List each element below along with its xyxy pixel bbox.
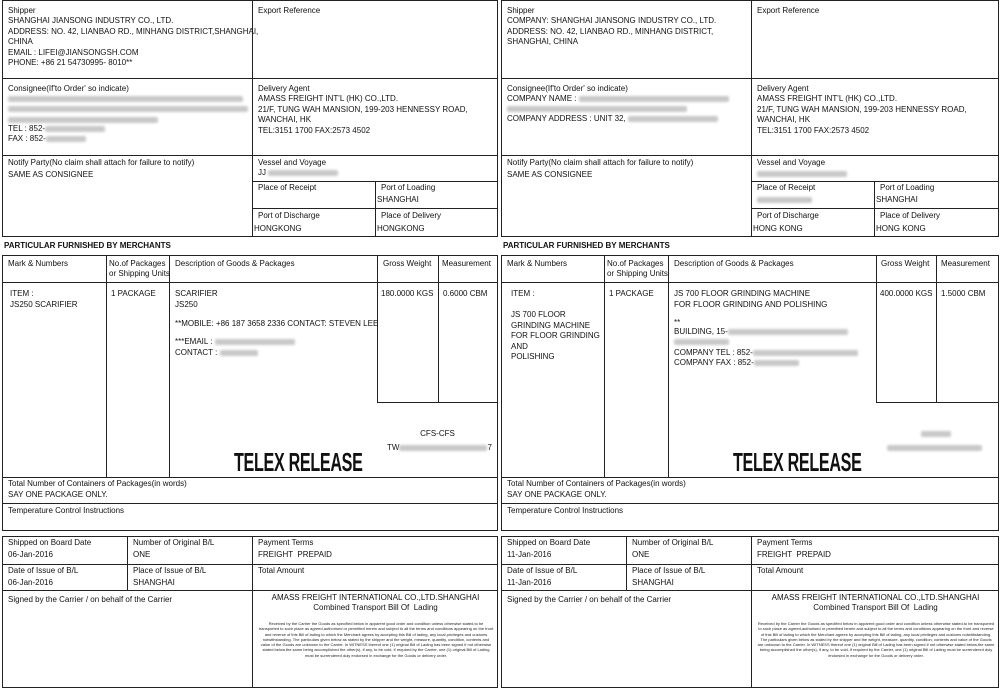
gross-weight-value: 400.0000 KGS	[880, 289, 933, 298]
shipped-on-board-label: Shipped on Board Date	[8, 538, 92, 547]
description-value: JS 700 FLOOR GRINDING MACHINE FOR FLOOR GRINDING AND POLISHING	[674, 289, 828, 309]
shipper-text: COMPANY: SHANGHAI JIANSONG INDUSTRY CO., LTD. ADDRESS: NO. 42, LIANBAO RD., MINHANG DISTRICT, SHANGHAI, CHINA	[507, 16, 717, 46]
notify-party-text: SAME AS CONSIGNEE	[507, 170, 593, 179]
shipper-text: SHANGHAI JIANSONG INDUSTRY CO., LTD. ADDRESS: NO. 42, LIANBAO RD., MINHANG DISTRICT,SHANGHAI, CHINA EMAIL : LIFEI@JIANSONGSH.COM PHONE: +86 21 54730995- 8010**	[8, 16, 259, 67]
building-line: BUILDING, 15-	[674, 327, 848, 338]
shipper-label: Shipper	[507, 6, 535, 15]
export-reference-label: Export Reference	[258, 6, 321, 15]
port-of-loading-label: Port of Loading	[381, 183, 436, 192]
number-original-value: ONE	[133, 550, 151, 559]
contact-line: CONTACT :	[175, 348, 258, 359]
consignee-redacted	[8, 94, 248, 126]
no-packages-header: No.of Packages or Shipping Units	[607, 259, 668, 278]
consignee-fax: FAX : 852-	[8, 134, 86, 145]
place-of-delivery-value: HONG KONG	[876, 224, 926, 233]
vessel-voyage-value: JJ	[258, 168, 338, 179]
vessel-voyage-label: Vessel and Voyage	[258, 158, 327, 167]
port-of-loading-value: SHANGHAI	[377, 195, 419, 204]
carrier-subtitle: Combined Transport Bill Of Lading	[813, 603, 938, 612]
delivery-agent-label: Delivery Agent	[258, 84, 310, 93]
place-of-receipt-label: Place of Receipt	[757, 183, 816, 192]
particulars-heading: PARTICULAR FURNISHED BY MERCHANTS	[503, 241, 670, 250]
port-of-discharge-value: HONG KONG	[753, 224, 803, 233]
bill-of-lading-left	[0, 0, 498, 688]
company-fax-line: COMPANY FAX : 852-	[674, 358, 799, 369]
company-tel-line: COMPANY TEL : 852-	[674, 348, 858, 359]
port-of-discharge-label: Port of Discharge	[757, 211, 819, 220]
carrier-subtitle: Combined Transport Bill Of Lading	[313, 603, 438, 612]
shipped-on-board-value: 11-Jan-2016	[507, 550, 552, 559]
consignee-label: Consignee(If'to Order' so indicate)	[507, 84, 628, 93]
telex-release-stamp: TELEX RELEASE	[234, 447, 363, 477]
export-reference-label: Export Reference	[757, 6, 820, 15]
place-of-issue-label: Place of Issue of B/L	[133, 566, 207, 575]
signed-by-label: Signed by the Carrier / on behalf of the Carrier	[8, 595, 173, 604]
total-amount-label: Total Amount	[757, 566, 804, 575]
date-of-issue-label: Date of Issue of B/L	[8, 566, 79, 575]
carrier-terms: Received by the Carrier the Goods as specified below in apparent good order and condition unless otherwise stated,to be transported to such place as agreed,authorised or permitted herein and subject to all the terms and conditions appearing on the front and reverse of this Bill of lading to which the Merchant agrees by accepting this Bill of lading, any local privileges and customs notwithstanding. The particulars given below as stated by the shipper and the weight, measure, quantity, condition, contents and value of the Goods are unknown to the Carrier. In WITNESS thereof one (1) original Bill of Lading has been signed if not otherwise stated below,the same being accomplished the other(s), if any, to be void, if required by the Carrier, one (1) original Bill of Lading must be surrendered duly endorsed in exchange for the Goods or delivery order.	[258, 621, 494, 658]
date-of-issue-label: Date of Issue of B/L	[507, 566, 578, 575]
packages-value: 1 PACKAGE	[609, 289, 654, 298]
total-containers-label: Total Number of Containers of Packages(in words)	[8, 479, 187, 488]
place-of-receipt-label: Place of Receipt	[258, 183, 317, 192]
vessel-voyage-value	[757, 169, 847, 180]
packages-value: 1 PACKAGE	[111, 289, 156, 298]
payment-terms-value: FREIGHT PREPAID	[258, 550, 332, 559]
shipper-label: Shipper	[8, 6, 36, 15]
cfs-reference: TW 7	[387, 443, 492, 452]
place-of-delivery-value: HONGKONG	[377, 224, 425, 233]
payment-terms-label: Payment Terms	[258, 538, 314, 547]
gross-weight-header: Gross Weight	[383, 259, 432, 268]
payment-terms-label: Payment Terms	[757, 538, 813, 547]
number-original-label: Number of Original B/L	[632, 538, 714, 547]
consignee-redacted	[507, 104, 687, 115]
no-packages-header: No.of Packages or Shipping Units	[109, 259, 170, 278]
cfs-reference-redacted	[887, 443, 982, 454]
signed-by-label: Signed by the Carrier / on behalf of the Carrier	[507, 595, 672, 604]
carrier-name: AMASS FREIGHT INTERNATIONAL CO.,LTD.SHANGHAI	[271, 593, 480, 602]
description-header: Description of Goods & Packages	[175, 259, 295, 268]
place-of-delivery-label: Place of Delivery	[880, 211, 941, 220]
measurement-header: Measurement	[442, 259, 491, 268]
telex-release-stamp: TELEX RELEASE	[733, 447, 862, 477]
consignee-tel: TEL : 852-	[8, 124, 105, 135]
delivery-agent-label: Delivery Agent	[757, 84, 809, 93]
marks-value: ITEM : JS 700 FLOOR GRINDING MACHINE FOR FLOOR GRINDING AND POLISHING	[511, 289, 600, 361]
place-of-receipt-value	[757, 195, 812, 206]
delivery-agent-text: AMASS FREIGHT INT'L (HK) CO.,LTD. 21/F, TUNG WAH MANSION, 199-203 HENNESSY ROAD, WANCHAI, HK TEL:3151 1700 FAX:2573 4502	[757, 94, 967, 135]
notify-party-label: Notify Party(No claim shall attach for failure to notify)	[507, 158, 694, 167]
place-of-issue-label: Place of Issue of B/L	[632, 566, 706, 575]
measurement-value: 1.5000 CBM	[941, 289, 986, 298]
marks-numbers-header: Mark & Numbers	[507, 259, 568, 268]
company-name-line: COMPANY NAME :	[507, 94, 729, 105]
total-amount-label: Total Amount	[258, 566, 305, 575]
gross-weight-header: Gross Weight	[881, 259, 930, 268]
notify-party-text: SAME AS CONSIGNEE	[8, 170, 94, 179]
cfs-value: CFS-CFS	[420, 429, 455, 438]
port-of-loading-label: Port of Loading	[880, 183, 935, 192]
description-stars: **	[674, 318, 681, 327]
marks-numbers-header: Mark & Numbers	[8, 259, 69, 268]
date-of-issue-value: 11-Jan-2016	[507, 578, 552, 587]
mobile-contact: **MOBILE: +86 187 3658 2336 CONTACT: STEVEN LEE	[175, 319, 379, 328]
description-header: Description of Goods & Packages	[674, 259, 794, 268]
port-of-discharge-label: Port of Discharge	[258, 211, 320, 220]
company-address-line: COMPANY ADDRESS : UNIT 32,	[507, 114, 718, 125]
bill-of-lading-right	[501, 0, 999, 688]
total-containers-value: SAY ONE PACKAGE ONLY.	[507, 490, 607, 499]
date-of-issue-value: 06-Jan-2016	[8, 578, 53, 587]
measurement-value: 0.6000 CBM	[443, 289, 488, 298]
cfs-redacted	[921, 429, 951, 440]
carrier-terms: Received by the Carrier the Goods as specified below in apparent good order and condition unless otherwise stated,to be transported to such place as agreed,authorised or permitted herein and subject to all the terms and conditions appearing on the front and reverse of this Bill of lading to which the Merchant agrees by accepting this Bill of lading, any local privileges and customs notwithstanding. The particulars given below as stated by the shipper and the weight, measure, quantity, condition, contents and value of the Goods are unknown to the Carrier. In WITNESS thereof one (1) original Bill of Lading has been signed if not otherwise stated below,the same being accomplished the other(s), if any, to be void, if required by the Carrier, one (1) original Bill of Lading must be surrendered duly endorsed in exchange for the Goods or delivery order.	[757, 621, 995, 658]
port-of-loading-value: SHANGHAI	[876, 195, 918, 204]
vessel-voyage-label: Vessel and Voyage	[757, 158, 826, 167]
gross-weight-value: 180.0000 KGS	[381, 289, 434, 298]
temperature-label: Temperature Control Instructions	[507, 506, 624, 515]
marks-value: ITEM : JS250 SCARIFIER	[10, 289, 78, 309]
place-of-issue-value: SHANGHAI	[632, 578, 674, 587]
consignee-label: Consignee(If'to Order' so indicate)	[8, 84, 129, 93]
shipped-on-board-value: 06-Jan-2016	[8, 550, 53, 559]
place-of-issue-value: SHANGHAI	[133, 578, 175, 587]
port-of-discharge-value: HONGKONG	[254, 224, 302, 233]
shipped-on-board-label: Shipped on Board Date	[507, 538, 591, 547]
total-containers-label: Total Number of Containers of Packages(in words)	[507, 479, 686, 488]
notify-party-label: Notify Party(No claim shall attach for failure to notify)	[8, 158, 195, 167]
measurement-header: Measurement	[941, 259, 990, 268]
building-redacted	[674, 337, 729, 348]
number-original-label: Number of Original B/L	[133, 538, 215, 547]
total-containers-value: SAY ONE PACKAGE ONLY.	[8, 490, 108, 499]
temperature-label: Temperature Control Instructions	[8, 506, 125, 515]
payment-terms-value: FREIGHT PREPAID	[757, 550, 831, 559]
carrier-name: AMASS FREIGHT INTERNATIONAL CO.,LTD.SHANGHAI	[771, 593, 980, 602]
description-value: SCARIFIER JS250	[175, 289, 218, 309]
particulars-heading: PARTICULAR FURNISHED BY MERCHANTS	[4, 241, 171, 250]
email-line: ***EMAIL :	[175, 337, 295, 348]
delivery-agent-text: AMASS FREIGHT INT'L (HK) CO.,LTD. 21/F, TUNG WAH MANSION, 199-203 HENNESSY ROAD, WANCHAI, HK TEL:3151 1700 FAX:2573 4502	[258, 94, 468, 135]
number-original-value: ONE	[632, 550, 650, 559]
place-of-delivery-label: Place of Delivery	[381, 211, 442, 220]
